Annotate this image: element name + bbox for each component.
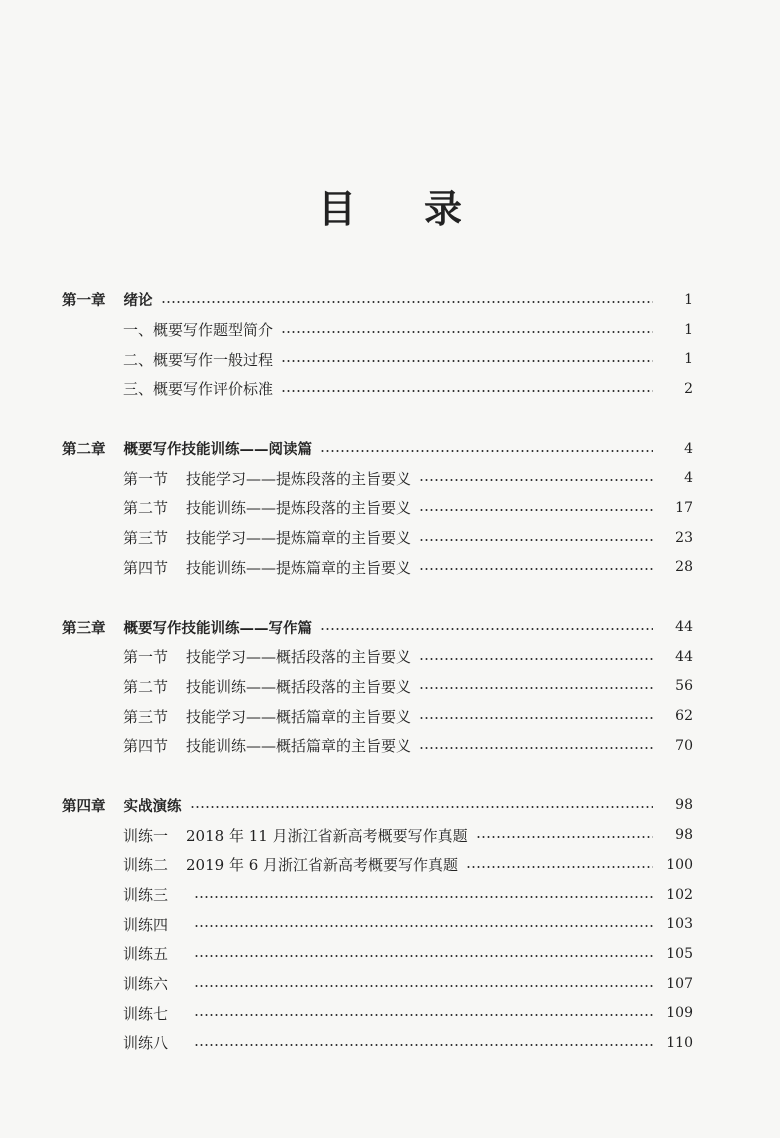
chapter-title: 概要写作技能训练——写作篇 bbox=[123, 620, 312, 637]
item-title: 2018 年 11 月浙江省新高考概要写作真题 bbox=[186, 826, 468, 845]
page-number: 105 bbox=[653, 946, 693, 962]
toc-item[interactable] bbox=[0, 998, 780, 1028]
page-number: 4 bbox=[653, 441, 693, 457]
dot-leader bbox=[320, 450, 663, 452]
page-number: 56 bbox=[653, 678, 693, 694]
page-number: 44 bbox=[653, 619, 693, 635]
item-title: 2019 年 6 月浙江省新高考概要写作真题 bbox=[186, 856, 459, 875]
chapter-label: 第四章 bbox=[62, 798, 106, 815]
page-number: 107 bbox=[653, 976, 693, 992]
toc-item[interactable] bbox=[0, 939, 780, 969]
chapter-label: 第三章 bbox=[62, 620, 106, 637]
chapter-title: 绪论 bbox=[123, 293, 153, 310]
item-label: 训练八 bbox=[123, 1034, 169, 1053]
dot-leader bbox=[476, 836, 663, 838]
page-number: 1 bbox=[653, 351, 693, 367]
toc-item[interactable] bbox=[0, 820, 780, 850]
page-number: 100 bbox=[653, 857, 693, 873]
item-title: 技能训练——概括段落的主旨要义 bbox=[186, 677, 412, 696]
dot-leader bbox=[281, 360, 663, 362]
toc-item[interactable] bbox=[0, 374, 780, 404]
dot-leader bbox=[281, 390, 663, 392]
item-label: 第三节 bbox=[123, 707, 169, 726]
toc-item[interactable] bbox=[0, 523, 780, 553]
page-number: 1 bbox=[653, 322, 693, 338]
dot-leader bbox=[194, 955, 663, 957]
dot-leader bbox=[466, 866, 663, 868]
dot-leader bbox=[194, 1014, 663, 1016]
page-number: 62 bbox=[653, 708, 693, 724]
dot-leader bbox=[161, 301, 664, 303]
toc-chapter-4[interactable] bbox=[0, 791, 780, 821]
item-title: 技能学习——概括段落的主旨要义 bbox=[186, 648, 412, 667]
item-label: 训练五 bbox=[123, 945, 169, 964]
dot-leader bbox=[419, 509, 663, 511]
chapter-title: 实战演练 bbox=[123, 798, 182, 815]
item-label: 第四节 bbox=[123, 558, 169, 577]
item-title: 二、概要写作一般过程 bbox=[123, 350, 274, 369]
page-number: 28 bbox=[653, 559, 693, 575]
item-title: 技能学习——提炼篇章的主旨要义 bbox=[186, 529, 412, 548]
toc-item[interactable] bbox=[0, 672, 780, 702]
dot-leader bbox=[194, 925, 663, 927]
toc-item[interactable] bbox=[0, 701, 780, 731]
toc-item[interactable] bbox=[0, 880, 780, 910]
page-number: 103 bbox=[653, 916, 693, 932]
toc-chapter-2[interactable] bbox=[0, 434, 780, 464]
dot-leader bbox=[419, 539, 663, 541]
item-label: 第三节 bbox=[123, 529, 169, 548]
toc-item[interactable] bbox=[0, 909, 780, 939]
page-number: 44 bbox=[653, 649, 693, 665]
item-title: 一、概要写作题型简介 bbox=[123, 321, 274, 340]
toc-chapter-1[interactable] bbox=[0, 285, 780, 315]
toc-item[interactable] bbox=[0, 553, 780, 583]
item-label: 训练二 bbox=[123, 856, 169, 875]
page-number: 23 bbox=[653, 530, 693, 546]
dot-leader bbox=[194, 896, 663, 898]
toc-chapter-3[interactable] bbox=[0, 612, 780, 642]
dot-leader bbox=[419, 717, 663, 719]
item-label: 第一节 bbox=[123, 469, 169, 488]
item-title: 三、概要写作评价标准 bbox=[123, 380, 274, 399]
dot-leader bbox=[281, 331, 663, 333]
dot-leader bbox=[419, 568, 663, 570]
item-label: 训练四 bbox=[123, 915, 169, 934]
page-number: 98 bbox=[653, 827, 693, 843]
toc-item[interactable] bbox=[0, 344, 780, 374]
item-title: 技能学习——提炼段落的主旨要义 bbox=[186, 469, 412, 488]
item-label: 第二节 bbox=[123, 499, 169, 518]
dot-leader bbox=[194, 985, 663, 987]
item-label: 训练六 bbox=[123, 975, 169, 994]
item-title: 技能训练——提炼段落的主旨要义 bbox=[186, 499, 412, 518]
dot-leader bbox=[320, 628, 663, 630]
item-label: 训练七 bbox=[123, 1004, 169, 1023]
toc-item[interactable] bbox=[0, 731, 780, 761]
page-number: 109 bbox=[653, 1005, 693, 1021]
dot-leader bbox=[419, 479, 663, 481]
item-title: 技能训练——概括篇章的主旨要义 bbox=[186, 737, 412, 756]
dot-leader bbox=[419, 658, 663, 660]
item-label: 第四节 bbox=[123, 737, 169, 756]
page-number: 110 bbox=[653, 1035, 693, 1051]
chapter-label: 第二章 bbox=[62, 442, 106, 459]
item-label: 训练一 bbox=[123, 826, 169, 845]
item-label: 训练三 bbox=[123, 886, 169, 905]
page-number: 4 bbox=[653, 470, 693, 486]
toc-item[interactable] bbox=[0, 850, 780, 880]
page-title: 目录 bbox=[317, 187, 530, 231]
page-number: 102 bbox=[653, 887, 693, 903]
toc-item[interactable] bbox=[0, 463, 780, 493]
toc-item[interactable] bbox=[0, 315, 780, 345]
toc-item[interactable] bbox=[0, 1028, 780, 1058]
item-label: 第二节 bbox=[123, 677, 169, 696]
page-number: 98 bbox=[653, 797, 693, 813]
dot-leader bbox=[190, 806, 664, 808]
page-number: 17 bbox=[653, 500, 693, 516]
item-title: 技能训练——提炼篇章的主旨要义 bbox=[186, 558, 412, 577]
toc-item[interactable] bbox=[0, 969, 780, 999]
page-number: 2 bbox=[653, 381, 693, 397]
chapter-label: 第一章 bbox=[62, 293, 106, 310]
table-of-contents bbox=[0, 285, 780, 1058]
dot-leader bbox=[419, 687, 663, 689]
page-number: 1 bbox=[653, 292, 693, 308]
toc-item[interactable] bbox=[0, 493, 780, 523]
toc-item[interactable] bbox=[0, 642, 780, 672]
chapter-title: 概要写作技能训练——阅读篇 bbox=[123, 442, 312, 459]
dot-leader bbox=[419, 747, 663, 749]
page-number: 70 bbox=[653, 738, 693, 754]
item-title: 技能学习——概括篇章的主旨要义 bbox=[186, 707, 412, 726]
item-label: 第一节 bbox=[123, 648, 169, 667]
dot-leader bbox=[194, 1044, 663, 1046]
